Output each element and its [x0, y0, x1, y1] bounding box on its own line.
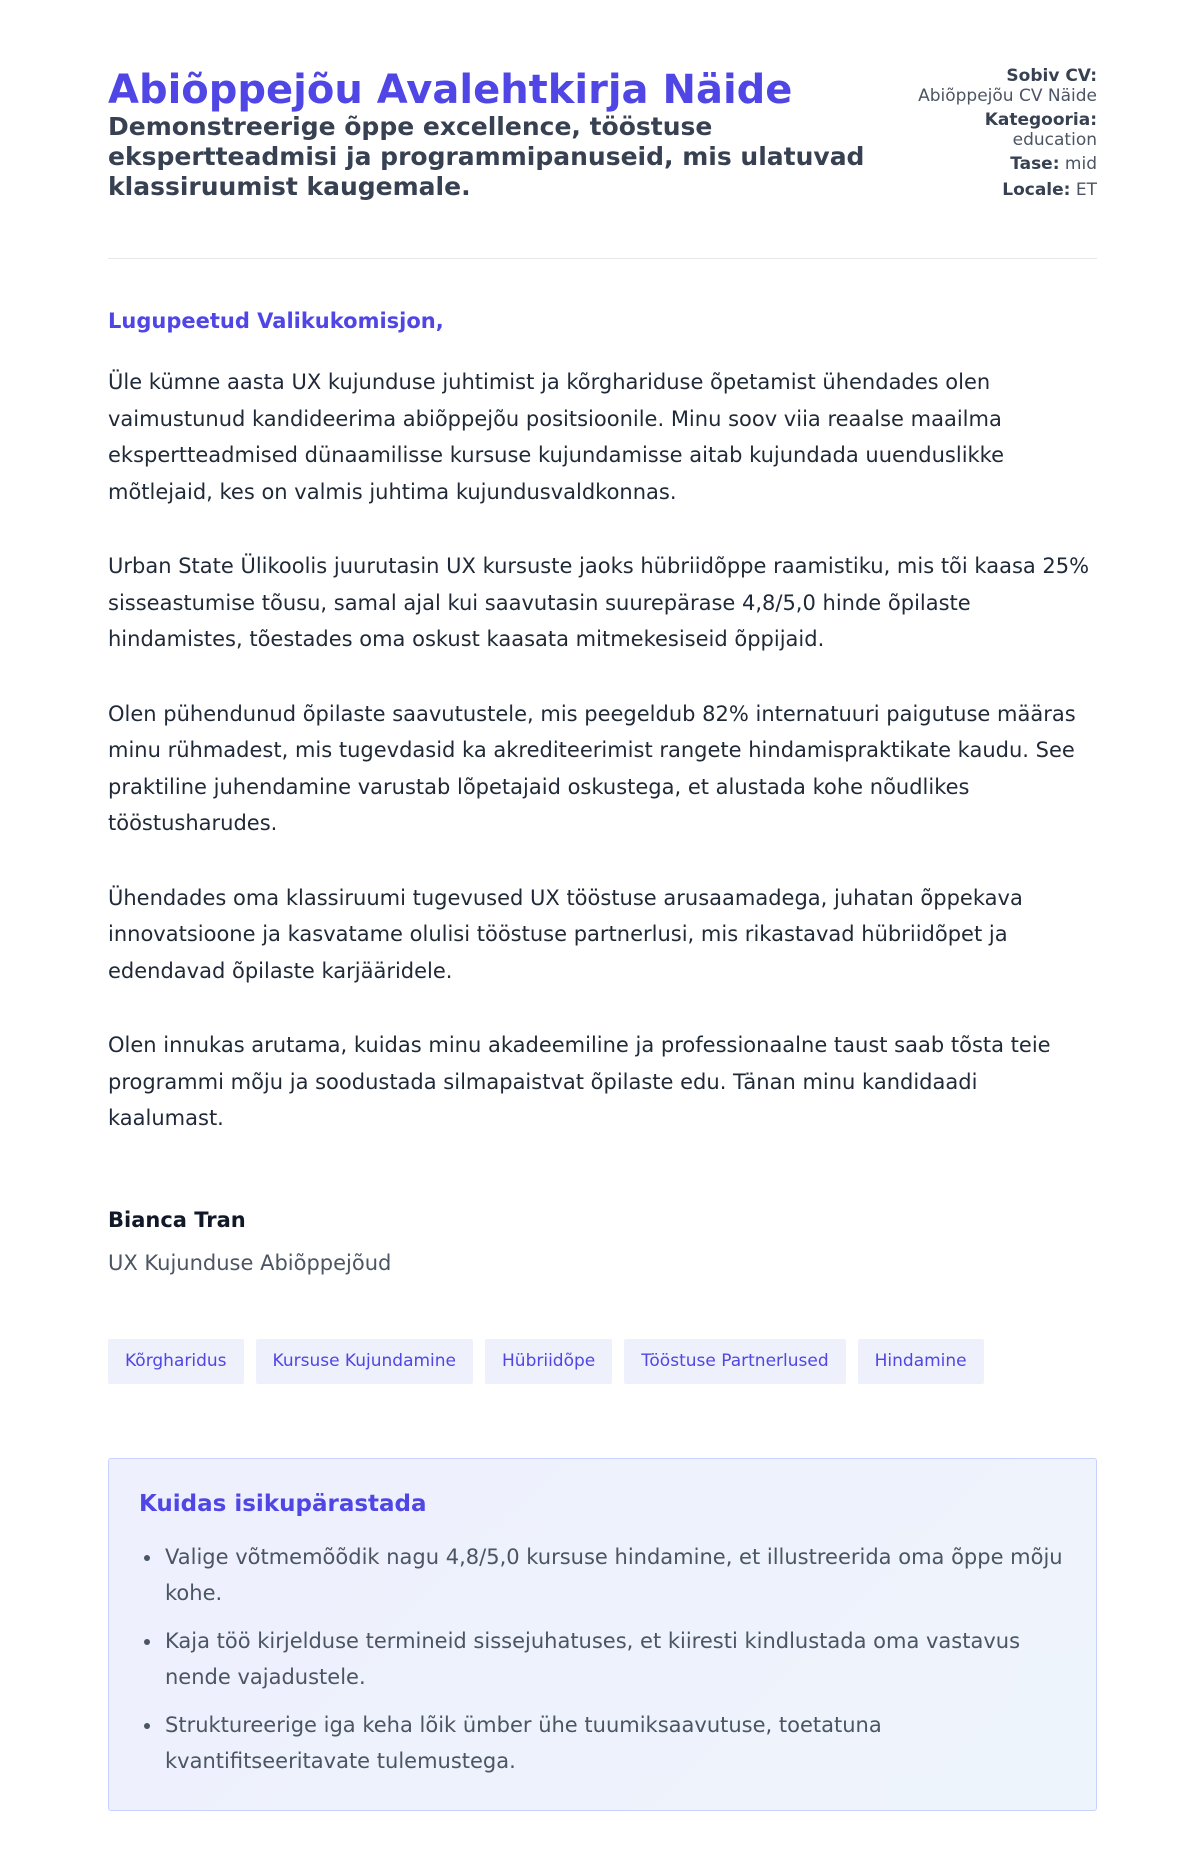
signature-name: Bianca Tran — [108, 1208, 246, 1232]
meta-level — [887, 154, 1097, 174]
meta-level-value: mid — [1064, 154, 1097, 174]
tag-chip: Tööstuse Partnerlused — [624, 1339, 845, 1384]
meta-locale-label: Locale: — [1002, 180, 1071, 200]
page-title: Abiõppejõu Avalehtkirja Näide — [108, 67, 793, 113]
meta-locale-value: ET — [1075, 180, 1097, 200]
meta-level-label: Tase: — [1010, 154, 1060, 174]
meta-category — [887, 110, 1097, 150]
meta-cv-label: Sobiv CV: — [1006, 66, 1097, 86]
tag-list — [108, 1339, 984, 1384]
tag-chip: Kõrgharidus — [108, 1339, 244, 1384]
cover-letter-page — [108, 0, 1097, 1773]
tag-chip: Kursuse Kujundamine — [256, 1339, 474, 1384]
letter-paragraph: Ühendades oma klassiruumi tugevused UX tööstuse arusaamadega, juhatan õppekava innovatsioone ja kasvatame olulisi tööstuse partnerlusi, mis rikastavad hübriidõpet ja edendavad õpilaste karjääridele. — [108, 885, 1023, 983]
tip-item: • Struktureerige iga keha lõik ümber ühe tuumiksaavutuse, toetatuna kvantifitseeritavate tulemustega. — [163, 1707, 1066, 1779]
meta-panel — [887, 66, 1097, 206]
tips-list — [139, 1539, 1066, 1779]
meta-cv — [887, 66, 1097, 106]
salutation: Lugupeetud Valikukomisjon, — [108, 309, 444, 333]
letter-paragraph: Üle kümne aasta UX kujunduse juhtimist ja kõrghariduse õpetamist ühendades olen vaimustunud kandideerima abiõppejõu positsioonile. Minu soov viia reaalse maailma ekspertteadmised dünaamilisse kursuse kujundamisse aitab kujundada uuenduslikke mõtlejaid, kes on valmis juhtima kujundusvaldkonnas. — [108, 370, 1005, 504]
tag-chip: Hübriidõpe — [485, 1339, 612, 1384]
letter-paragraph: Olen innukas arutama, kuidas minu akadeemiline ja professionaalne taust saab tõsta teie programmi mõju ja soodustada silmapaistvat õpilaste edu. Tänan minu kandidaadi kaalumast. — [108, 1033, 1051, 1130]
signature-title: UX Kujunduse Abiõppejõud — [108, 1251, 392, 1275]
meta-locale — [887, 180, 1097, 200]
letter-body — [108, 364, 1098, 1175]
letter-paragraph: Olen pühendunud õpilaste saavutustele, mis peegeldub 82% internatuuri paigutuse määras minu rühmadest, mis tugevdasid ka akrediteerimist rangete hindamispraktikate kaudu. See praktiline juhendamine varustab lõpetajaid oskustega, et alustada kohe nõudlikes tööstusharudes. — [108, 701, 1076, 835]
meta-category-value: education — [1012, 130, 1097, 150]
tag-chip: Hindamine — [858, 1339, 984, 1384]
letter-paragraph: Urban State Ülikoolis juurutasin UX kursuste jaoks hübriidõppe raamistiku, mis tõi kaasa 25% sisseastumise tõusu, samal ajal kui saavutasin suurepärase 4,8/5,0 hinde õpilaste hindamistes, tõestades oma oskust kaasata mitmekesiseid õppijaid. — [108, 554, 1090, 651]
tips-heading: Kuidas isikupärastada — [139, 1491, 427, 1517]
meta-cv-value: Abiõppejõu CV Näide — [918, 86, 1097, 106]
tip-item: • Valige võtmemõõdik nagu 4,8/5,0 kursuse hindamine, et illustreerida oma õppe mõju kohe. — [163, 1539, 1066, 1611]
page-header — [108, 0, 1097, 259]
page-subtitle: Demonstreerige õppe excellence, tööstuse ekspertteadmisi ja programmipanuseid, mis ulatuvad klassiruumist kaugemale. — [108, 112, 865, 201]
meta-category-label: Kategooria: — [984, 110, 1097, 130]
tip-item: • Kaja töö kirjelduse termineid sissejuhatuses, et kiiresti kindlustada oma vastavus nende vajadustele. — [163, 1623, 1066, 1695]
personalization-tips-box — [108, 1458, 1097, 1811]
